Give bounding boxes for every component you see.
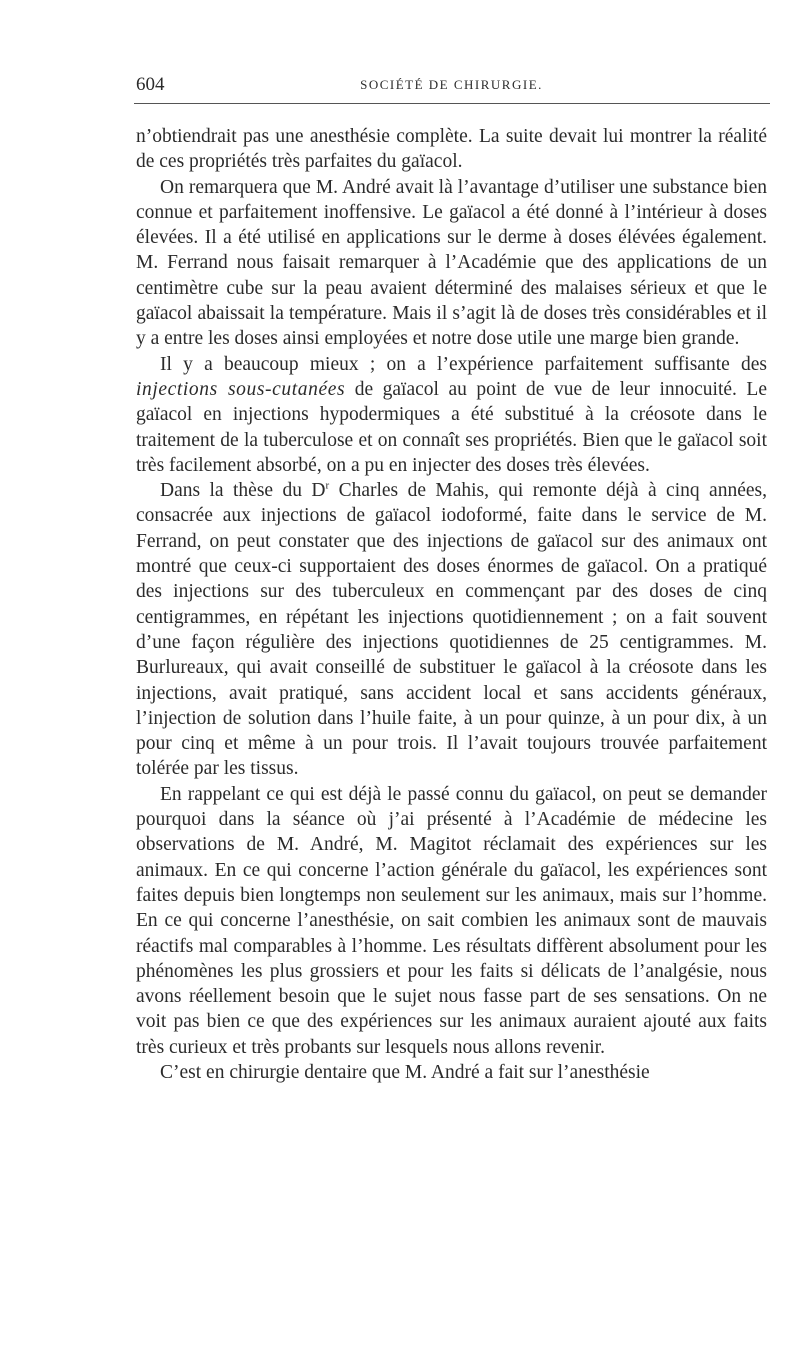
paragraph-4-end: Charles de Mahis, qui remonte déjà à cinq années, consacrée aux injections de gaïacol iodoformé, faite dans le service de M. Ferrand, on peut constater que des injections de gaïacol sur des animaux ont montré que ceux-ci supportaient des doses énormes de gaïacol. On a pratiqué des injections sur des tuberculeux en commençant par des doses de cinq centigrammes, en répétant les injections quotidiennement ; on a fait souvent d’une façon régulière des injections quotidiennes de 25 centigrammes. M. Burlureaux, qui avait conseillé de substituer le gaïacol à la créosote dans les injections, avait pratiqué, sans accident local et sans accidents généraux, l’injection de solution dans l’huile faite, à un pour quinze, à un pour dix, à un pour cinq et même à un pour trois. Il l’avait toujours trouvée parfaitement tolérée par les tissus.: [136, 480, 767, 780]
header-rule: [134, 103, 770, 104]
paragraph-3: [136, 352, 767, 478]
paragraph-3-start: Il y a beaucoup mieux ; on a l’expérience parfaitement suffisante des: [160, 353, 767, 375]
paragraph-6: C’est en chirurgie dentaire que M. André a fait sur l’anesthésie: [160, 1061, 650, 1083]
running-title: SOCIÉTÉ DE CHIRURGIE.: [360, 77, 543, 92]
paragraph-1: n’obtiendrait pas une anesthésie complète. La suite devait lui montrer la réalité de ces propriétés très parfaites du gaïacol.: [136, 126, 767, 173]
paragraph-2: On remarquera que M. André avait là l’avantage d’utiliser une substance bien connue et parfaitement inoffensive. Le gaïacol a été donné à l’intérieur à doses élevées. Il a été utilisé en applications sur le derme à doses élévées également. M. Ferrand nous faisait remarquer à l’Académie que des applications de un centimètre cube sur la peau avaient déterminé des malaises sérieux et que le gaïacol abaissait la température. Mais il s’agit là de doses très considérables et il y a entre les doses ainsi employées et notre dose utile une marge bien grande.: [136, 176, 767, 350]
page-number: 604: [136, 74, 165, 95]
paragraph-5: En rappelant ce qui est déjà le passé connu du gaïacol, on peut se demander pourquoi dans la séance où j’ai présenté à l’Académie de médecine les observations de M. André, M. Magitot réclamait des expériences sur les animaux. En ce qui concerne l’action générale du gaïacol, les expériences sont faites depuis bien longtemps non seulement sur les animaux, mais sur l’homme. En ce qui concerne l’anesthésie, on sait combien les animaux sont de mauvais réactifs mal comparables à l’homme. Les résultats diffèrent absolument pour les phénomènes les plus grossiers et pour les faits si délicats de l’analgésie, nous avons réellement besoin que le sujet nous fasse part de ses sensations. On ne voit pas bien ce que des expériences sur les animaux auraient ajouté aux faits très curieux et très probants sur lesquels nous allons revenir.: [136, 783, 767, 1058]
paragraph-4: [136, 478, 767, 782]
paragraph-3-end: de gaïacol au point de vue de leur innocuité. Le gaïacol en injections hypodermiques a été substitué à la créosote dans le traitement de la tuberculose et on connaît ses propriétés. Bien que le gaïacol soit très facilement absorbé, on a pu en injecter des doses très élevées.: [136, 378, 767, 476]
running-head: [136, 74, 767, 98]
paragraph-4-superscript: r: [325, 479, 330, 492]
paragraph-3-italic: injections sous-cutanées: [136, 378, 346, 400]
paragraph-4-start: Dans la thèse du D: [160, 480, 326, 502]
body-text: [136, 124, 767, 1085]
